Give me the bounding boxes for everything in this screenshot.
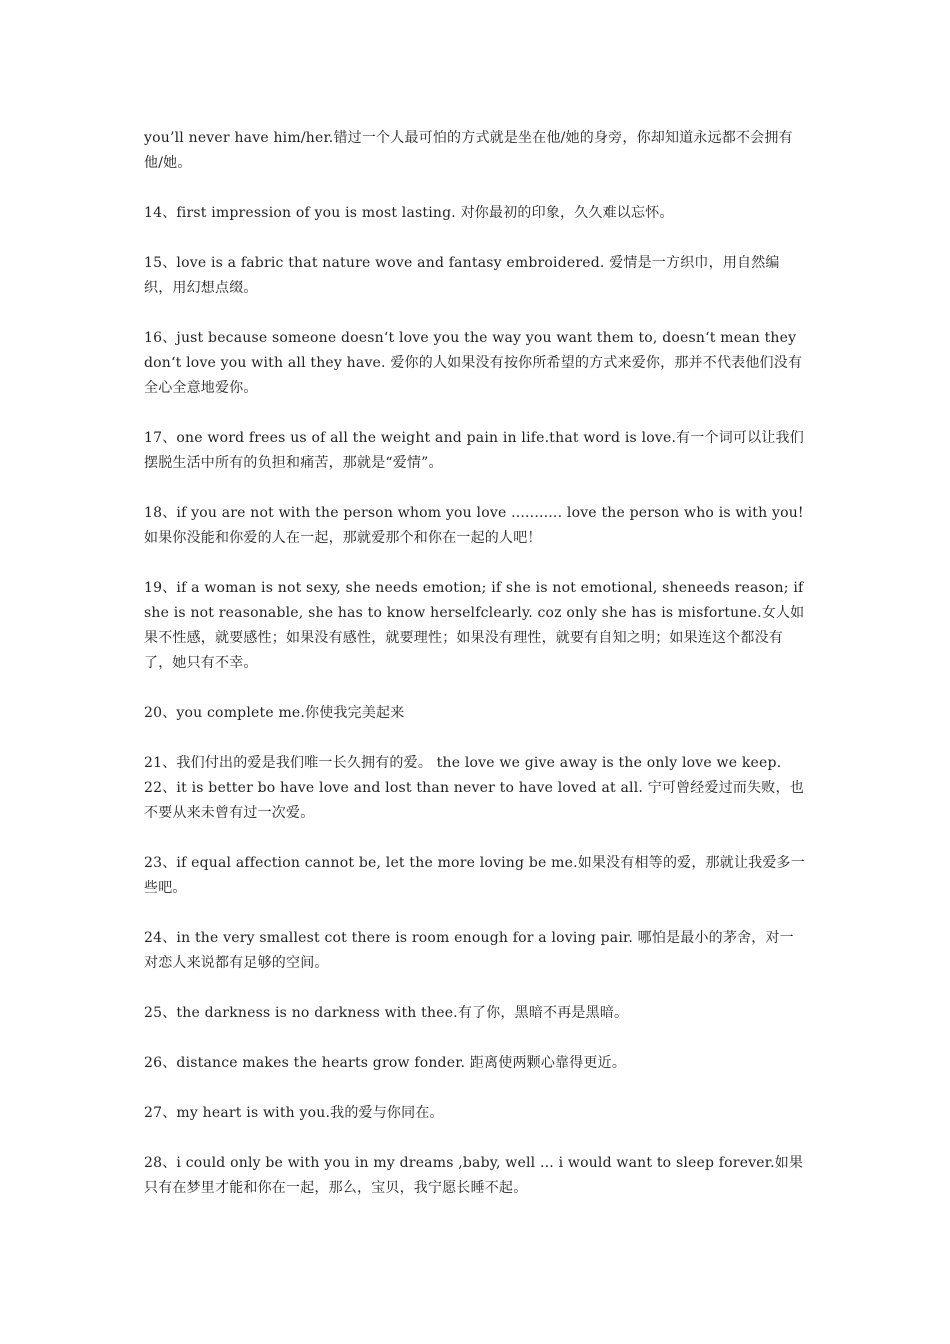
paragraph-23: 23、if equal affection cannot be, let the more loving be me.如果没有相等的爱，那就让我爱多一些吧。 [144,855,805,896]
paragraph-17: 17、one word frees us of all the weight and pain in life.that word is love.有一个词可以让我们摆脱生活中所有的负担和痛苦，那就是“爱情”。 [144,430,804,471]
paragraph-28: 28、i could only be with you in my dreams ,baby, well ... i would want to sleep forever.如果只有在梦里才能和你在一起，那么，宝贝，我宁愿长睡不起。 [144,1155,804,1196]
paragraph-13-continued: you’ll never have him/her.错过一个人最可怕的方式就是坐在他/她的身旁，你却知道永远都不会拥有他/她。 [144,130,793,171]
paragraph-27: 27、my heart is with you.我的爱与你同在。 [144,1105,444,1121]
paragraph-16: 16、just because someone doesn‘t love you the way you want them to, doesn‘t mean they don‘t love you with all they have. 爱你的人如果没有按你所希望的方式来爱你，那并不代表他们没有全心全意地爱你。 [144,330,803,396]
paragraph-25: 25、the darkness is no darkness with thee.有了你，黑暗不再是黑暗。 [144,1005,629,1021]
paragraph-22: 22、it is better bo have love and lost than never to have loved at all. 宁可曾经爱过而失败，也不要从来未曾有过一次爱。 [144,780,804,821]
paragraph-24: 24、in the very smallest cot there is room enough for a loving pair. 哪怕是最小的茅舍，对一对恋人来说都有足够的空间。 [144,930,794,971]
document-body [144,126,808,1226]
paragraph-18: 18、if you are not with the person whom you love ........... love the person who is with you! 如果你没能和你爱的人在一起，那就爱那个和你在一起的人吧！ [144,505,804,546]
paragraph-19: 19、if a woman is not sexy, she needs emotion; if she is not emotional, sheneeds reason; if she is not reasonable, she has to know herselfclearly. coz only she has is misfortune.女人如果不性感，就要感性；如果没有感性，就要理性；如果没有理性，就要有自知之明；如果连这个都没有了，她只有不幸。 [144,580,805,671]
paragraph-15: 15、love is a fabric that nature wove and fantasy embroidered. 爱情是一方织巾，用自然编织，用幻想点缀。 [144,255,780,296]
paragraph-20: 20、you complete me.你使我完美起来 [144,705,405,721]
paragraph-26: 26、distance makes the hearts grow fonder. 距离使两颗心靠得更近。 [144,1055,627,1071]
paragraph-21: 21、我们付出的爱是我们唯一长久拥有的爱。 the love we give away is the only love we keep. [144,755,782,771]
paragraph-14: 14、first impression of you is most lasting. 对你最初的印象，久久难以忘怀。 [144,205,674,221]
